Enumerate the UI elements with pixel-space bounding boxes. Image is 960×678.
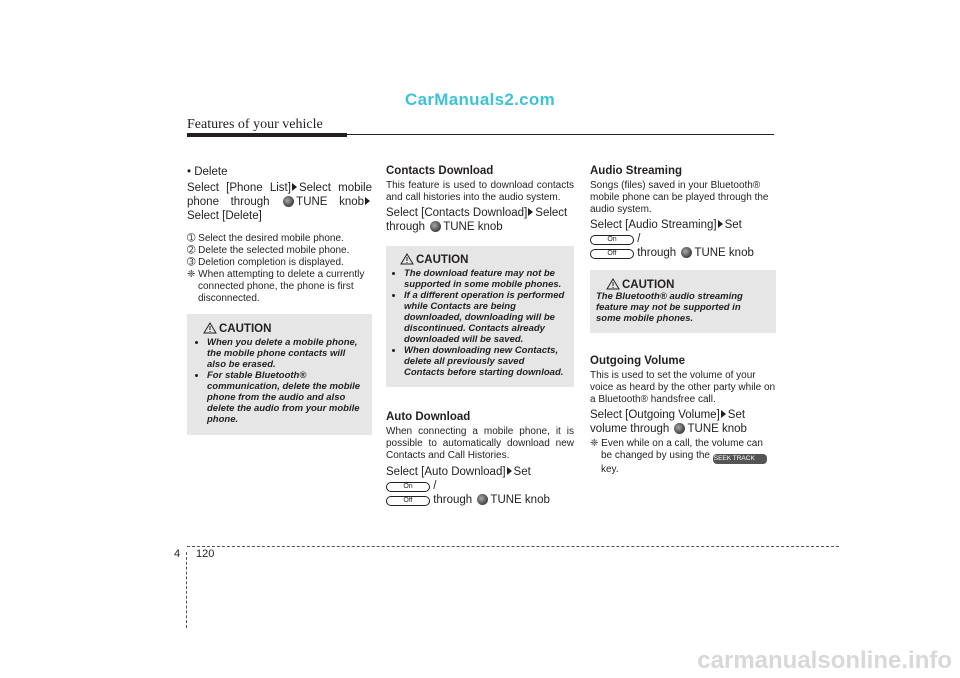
off-button-icon: Off [386, 496, 430, 506]
caution-item: • The download feature may not be supported in some mobile phones. [404, 268, 566, 290]
auto-download-instructions: Select [Auto Download] Set On / Off through TUNE knob [386, 466, 550, 506]
auto-download-body: When connecting a mobile phone, it is possible to automatically download new Contacts and Call Histories. [386, 426, 574, 461]
on-button-icon: On [590, 235, 634, 245]
audio-streaming-instructions: Select [Audio Streaming] Set On / Off through TUNE knob [590, 219, 754, 259]
arrow-right-icon [365, 197, 370, 205]
audio-streaming-heading: Audio Streaming [590, 165, 683, 177]
caution-item: • When you delete a mobile phone, the mobile phone contacts will also be erased. [207, 337, 364, 370]
column-1 [187, 165, 372, 435]
step-item: ➀ Select the desired mobile phone. [187, 233, 344, 244]
page-number: 120 [196, 548, 215, 560]
warning-triangle-icon [606, 278, 620, 290]
arrow-right-icon [507, 467, 512, 475]
arrow-right-icon [528, 208, 533, 216]
delete-instructions: Select [Phone List] Select mobile phone through TUNE knobSelect [Delete] [187, 182, 372, 222]
caution-title: CAUTION [193, 323, 364, 335]
caution-text: The Bluetooth® audio streaming feature may not be supported in some mobile phones. [596, 291, 743, 324]
caution-box-audio [590, 270, 776, 333]
tune-knob-icon [430, 221, 441, 232]
warning-triangle-icon [400, 253, 414, 265]
step-item: ➁ Delete the selected mobile phone. [187, 245, 350, 256]
footer-vertical-rule [186, 552, 187, 628]
header-rule-thick [187, 133, 347, 137]
step-item: ➂ Deletion completion is displayed. [187, 257, 344, 268]
tune-knob-icon [681, 247, 692, 258]
caution-title: CAUTION [596, 279, 768, 291]
caution-box-contacts [386, 246, 574, 387]
outgoing-volume-body: This is used to set the volume of your voice as heard by the other party while on a Bluetooth® handsfree call. [590, 370, 776, 405]
arrow-right-icon [292, 183, 297, 191]
delete-steps [187, 233, 372, 305]
arrow-right-icon [718, 220, 723, 228]
audio-streaming-body: Songs (files) saved in your Bluetooth® mobile phone can be played through the audio system. [590, 180, 769, 215]
caution-item: • When downloading new Contacts, delete all previously saved Contacts before starting download. [404, 345, 566, 378]
contacts-download-heading: Contacts Download [386, 165, 494, 177]
arrow-right-icon [721, 410, 726, 418]
column-3 [590, 165, 776, 476]
caution-item: • If a different operation is performed while Contacts are being downloaded, downloading will be discontinued. Contacts already downloaded will be saved. [404, 290, 566, 345]
caution-box-delete [187, 314, 372, 435]
outgoing-volume-note: ❈ Even while on a call, the volume can be changed by using the SEEK TRACK key. [590, 438, 776, 476]
section-title: Features of your vehicle [187, 117, 323, 132]
delete-bullet: • Delete [187, 166, 228, 178]
tune-knob-icon [674, 423, 685, 434]
chapter-number: 4 [174, 548, 181, 560]
tune-knob-icon [477, 494, 488, 505]
caution-item: • For stable Bluetooth® communication, delete the mobile phone from the audio and also delete the audio from your mobile phone. [207, 370, 364, 425]
tune-knob-icon [283, 196, 294, 207]
auto-download-heading: Auto Download [386, 411, 471, 423]
contacts-download-body: This feature is used to download contacts and call histories into the audio system. [386, 180, 574, 203]
contacts-download-instructions: Select [Contacts Download] Select through TUNE knob [386, 207, 568, 233]
column-2 [386, 165, 574, 507]
watermark-bottom: carmanualsonline.info [697, 647, 952, 674]
caution-title: CAUTION [390, 254, 566, 266]
watermark-top: CarManuals2.com [405, 90, 555, 109]
off-button-icon: Off [590, 249, 634, 259]
outgoing-volume-instructions: Select [Outgoing Volume] Set volume through TUNE knob [590, 409, 747, 435]
seek-track-key-icon: SEEK TRACK [713, 454, 767, 464]
header-rule-thin [347, 134, 774, 135]
footer-rule [187, 546, 839, 547]
delete-note: ❈ When attempting to delete a currently connected phone, the phone is first disconnected. [187, 269, 365, 304]
outgoing-volume-heading: Outgoing Volume [590, 355, 685, 367]
on-button-icon: On [386, 482, 430, 492]
warning-triangle-icon [203, 322, 217, 334]
